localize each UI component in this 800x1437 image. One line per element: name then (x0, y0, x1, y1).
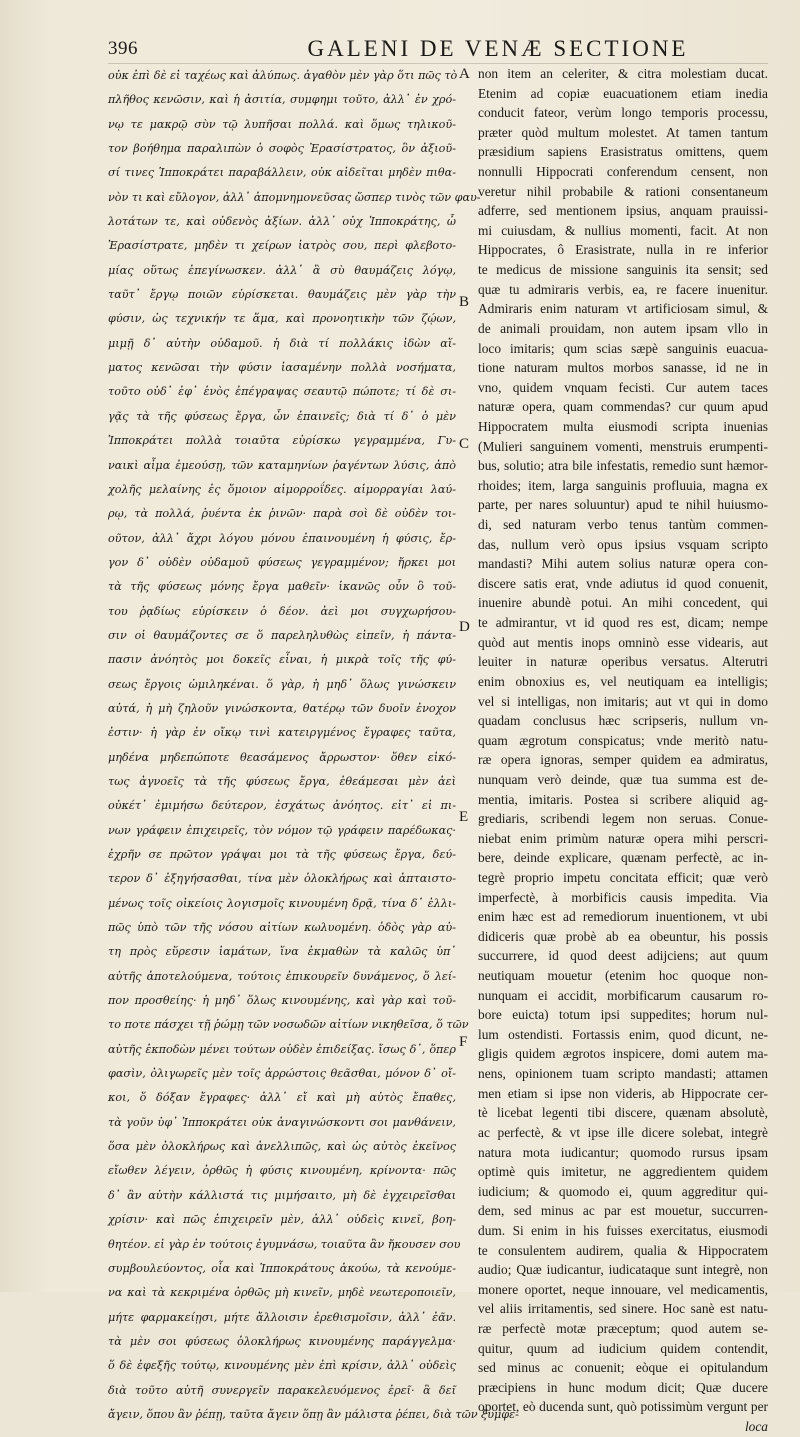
greek-line: ταῦτ᾽ ἔργῳ ποιῶν εὑρίσκεται. θαυμάζεις μὲν γὰρ τὴν (108, 288, 456, 302)
latin-line: mi cuiusdam, & nullius momenti, facit. At non (478, 222, 768, 238)
greek-line: δ᾽ ἂν αὐτὴν κάλλιστά τις μιμήσαιτο, μὴ δὲ ἐγχειρεῖσθαι (108, 1188, 456, 1202)
greek-text-column (108, 64, 519, 1427)
greek-line: Ἐρασίστρατε, μηδὲν τι χείρων ἰατρὸς σου, περὶ φλεβοτο- (108, 239, 456, 253)
latin-line: naturæ opera, quam commendas? cur quum apud (478, 399, 768, 415)
latin-line: leuiter in naturæ operibus versatus. Alterutri (478, 654, 768, 670)
page-header (108, 34, 768, 64)
latin-line: rhoides; item, larga sanguinis profluuia, magna ex (478, 477, 768, 493)
latin-line: grediaris, scribendi legem non seruas. Conue- (478, 811, 768, 827)
latin-line: enim obnoxius es, vel neutiquam ea intelligis; (478, 673, 768, 689)
latin-line: succurrere, id quod deest adijciens; aut quum (478, 948, 768, 964)
greek-line: πλῆθος κενῶσιν, καὶ ἡ ἀσιτία, συμφημι τοῦτο, ἀλλ᾽ ἐν χρό- (108, 93, 456, 107)
latin-line: Hippocratem multa eiusmodi scripta inuenias (478, 418, 768, 434)
greek-line: ὅσα μὲν ὁλοκλήρως καὶ ἀνελλιπῶς, καὶ ὡς αὐτὸς ἐκεῖνος (108, 1140, 456, 1154)
greek-line: τερον δ᾽ ἐξηγήσασθαι, τίνα μὲν ὁλοκλήρως καὶ ἀπταιστο- (108, 872, 456, 886)
greek-line: πον προσθείης· ἡ μηδ᾽ ὅλως κινουμένης, καὶ γὰρ καὶ τοῦ- (108, 994, 456, 1008)
latin-line: non item an celeriter, & citra molestiam ducat. (478, 66, 768, 81)
greek-line: χρίσιν· καὶ πῶς ἐπιχειρεῖν μὲν, ἀλλ᾽ οὐδεὶς κινεῖ, βοη- (108, 1213, 456, 1227)
greek-line: τη πρὸς εὕρεσιν ἰαμάτων, ἵνα ἐκμαθὼν τὰ καλῶς ὑπ᾽ (108, 945, 456, 959)
latin-line: mandasti? Mihi autem solius naturæ opera con- (478, 556, 768, 572)
greek-line: αὐτῆς ἐκποδὼν μένει τούτων οὐδὲν ἐπιδείξας. ἴσως δ᾽, ὅπερ (108, 1042, 456, 1056)
greek-line: τὰ μὲν σοι φύσεως ὁλοκλήρως κινουμένης παράγγελμα· (108, 1334, 456, 1348)
margin-letter-c: C (459, 436, 470, 452)
greek-line: μηδένα μηδεπώποτε θεασάμενος ἄρρωστον· ὅθεν εἰκό- (108, 750, 456, 764)
latin-line: parte, per nares soluuntur) apud te nihil huiusmo- (478, 497, 768, 513)
margin-letter-b: B (459, 294, 470, 310)
greek-line: φασὶν, ὀλιγωρεῖς μὲν τοῖς ἀρρώστοις θεᾶσθαι, μόνον δ᾽ οἴ- (108, 1067, 456, 1081)
latin-line: enim hæc est ad remediorum inuentionem, vt ubi (478, 909, 768, 925)
greek-line: πασιν ἀνόητὸς μοι δοκεῖς εἶναι, ἡ μικρὰ τοῖς τῆς φύ- (108, 653, 456, 667)
greek-line: τὰ τῆς φύσεως μόνης ἔργα μαθεῖν· ἱκανῶς οὖν ὃ τοῦ- (108, 580, 456, 594)
latin-line: sed minus ac conuenit; eòque ei opitulandum (478, 1360, 768, 1376)
latin-line: di, sed naturam verbo tenus tantùm commen- (478, 517, 768, 533)
latin-line: discere satis erat, vnde adiutus id quod conuenit, (478, 575, 768, 591)
margin-letter-d: D (459, 619, 470, 635)
latin-text-column (478, 64, 768, 1437)
latin-line: gligis quidem ægrotos inspicere, domi autem ma- (478, 1046, 768, 1062)
latin-line: oportet, eò ducenda sunt, quò potissimùm vergunt per (478, 1399, 768, 1415)
latin-line: dum. Si enim in his fuisses exercitatus, eiusmodi (478, 1222, 768, 1238)
latin-line: adferre, sed mentionem ipsius, anquam prauissi- (478, 203, 768, 219)
latin-line: dem, sed minus ac par est mouetur, succurren- (478, 1203, 768, 1219)
latin-line: natura mota iudicantur; quomodo rursus ipsam (478, 1144, 768, 1160)
greek-line: μένως τοῖς οἰκείοις λογισμοῖς κινουμένη δρᾷ, τίνα δ᾽ ἐλλι- (108, 896, 456, 910)
greek-line: ἐχρῆν σε πρῶτον γράψαι μοι τὰ τῆς φύσεως ἔργα, δεύ- (108, 848, 456, 861)
latin-line: nunquam verò deinde, quæ tua summa est de- (478, 771, 768, 787)
latin-line: conducit fateor, verùm longo temporis processu, (478, 105, 768, 121)
greek-line: πῶς ὑπὸ τῶν τῆς νόσου αἰτίων κωλυομένη. ὁδὸς γὰρ αὐ- (108, 921, 456, 935)
latin-line: te consulentem audirem, qualia & Hippocratem (478, 1242, 768, 1258)
latin-line: tè licebat legenti tibi discere, quænam absolutè, (478, 1105, 768, 1121)
latin-line: Etenim ad copiæ euacuationem etiam inedia (478, 85, 768, 101)
latin-line: bus, solutio; atra bile infestatis, remedio sunt hæmor- (478, 458, 768, 474)
latin-line: niebat enim primùm naturæ opera mihi perscri- (478, 830, 768, 846)
greek-line: νων γράφειν ἐπιχειρεῖς, τὸν νόμον τῷ γράφειν παρέδωκας· (108, 823, 456, 837)
latin-line: audio; Quæ iudicantur, iudicataque sunt integrè, non (478, 1262, 768, 1278)
latin-line: quæ tu admiraris verbis, ea, re facere inuenitur. (478, 281, 768, 297)
greek-line: ρῳ, τὰ πολλά, ῥυέντα ἐκ ῥινῶν· παρὰ σοὶ δὲ οὐδὲν τοι- (108, 507, 456, 521)
latin-line: præter quòd multum molestet. At tamen tantum (478, 124, 768, 140)
latin-line: optimè quis imitetur, ne aggredientem quidem (478, 1164, 768, 1180)
greek-line: μιμῇ δ᾽ αὐτὴν οὐδαμοῦ. ἡ διὰ τί πολλάκις ἰδὼν αἵ- (108, 336, 456, 350)
greek-line: οὐκ ἐπὶ δὲ εἰ ταχέως καὶ ἀλύπως. ἀγαθὸν μὲν γὰρ ὅτι πῶς τὸ (108, 69, 458, 82)
greek-line: τον βοήθημα παραλιπὼν ὁ σοφὸς Ἐρασίστρατος, ὃν ἀξιοῦ- (108, 142, 456, 156)
latin-line: vno, quidem vnquam fecisti. Cur autem taces (478, 379, 768, 395)
latin-line: vel aliis irritamentis, sed sinere. Hoc sanè est natu- (478, 1301, 768, 1317)
margin-letter-a: A (459, 66, 470, 82)
greek-line: του ῥᾳδίως εὑρίσκειν ὁ δέον. ἀεὶ μοι συγχωρήσου- (108, 604, 456, 618)
latin-line: iudicium; & quomodo ei, quum aggreditur qui- (478, 1183, 768, 1199)
latin-line: veretur nihil probabile & rationi consentaneum (478, 183, 768, 199)
greek-line: αὐτά, ἡ μὴ ζηλοῦν γινώσκοντα, θατέρῳ τῶν δυοῖν ἐνοχον (108, 701, 456, 715)
latin-line: neutiquam mouetur (etenim hoc quoque non- (478, 968, 768, 984)
greek-line: συμβουλεύοντος, οἷα καὶ Ἱπποκράτους ἀκούω, τὰ κενούμε- (108, 1261, 456, 1275)
latin-line: de animali prouidam, non autem ipsam vllo in (478, 320, 768, 336)
greek-line: αὐτῆς ἀποτελούμενα, τούτοις ἐπικουρεῖν δυνάμενος, ὅ λεί- (108, 969, 456, 983)
margin-letter-e: E (459, 809, 469, 825)
greek-line: χολῆς μελαίνης ἐς ὅμοιον αἱμορροΐδες. αἱμορραγίαι λαύ- (108, 482, 456, 496)
greek-line: ἄγειν, ὅπου ἂν ῥέπῃ, ταῦτα ἄγειν ὅπῃ ἂν μάλιστα ῥέπει, διὰ τῶν ξυμφε- (108, 1407, 519, 1421)
latin-line: tione naturam multos morbos sanasse, id ne in (478, 360, 768, 376)
latin-line: ræ opera ignoras, semper quidem ea admiratus, (478, 752, 768, 768)
latin-line: loca (744, 1419, 768, 1435)
greek-line: τως ἀγνοεῖς τὰ τῆς φύσεως ἔργα, ἐθεάμεσαι μὲν ἀεὶ (108, 774, 456, 788)
latin-line: vel si intelligas, non imitaris; aut vt qui in domo (478, 693, 768, 709)
greek-line: ἐστιν· ἡ γὰρ ἐν οἴκῳ τινὶ κατειργμένος ἔγραφες ταῦτα, (108, 726, 456, 740)
greek-line: να καὶ τὰ κεκριμένα ὀρθῶς μὴ κινεῖν, μηδὲ νεωτεροποιεῖν, (108, 1286, 456, 1300)
greek-line: τὰ γοῦν ὑφ᾽ Ἱπποκράτει οὐκ ἀναγινώσκοντι σοι μανθάνειν, (108, 1115, 456, 1129)
greek-line: νὸν τι καὶ εὔλογον, ἀλλ᾽ ἀπομνημονεῦσας ὥσπερ τινὸς τῶν φαυ- (108, 190, 481, 204)
latin-line: ac perfectè, & vt ipse ille dicere solebat, integrè (478, 1124, 768, 1140)
greek-line: γᾷς τὰ τῆς φύσεως ἔργα, ὧν ἐπαινεῖς; διὰ τί δ᾽ ὁ μὲν (108, 409, 456, 423)
greek-line: το ποτε πάσχει τῇ ῥώμῃ τῶν νοσωδῶν αἰτίων νικηθεῖσα, ὅ τῶν (108, 1018, 469, 1032)
latin-line: quadam conclusus hæc scripseris, nullum vn- (478, 713, 768, 729)
latin-line: Admiraris enim naturam vt artificiosam simul, & (478, 301, 768, 317)
greek-line: σιν οἱ θαυμάζοντες σε ὅ παρεληλυθὼς εἰπεῖν, ἡ πάντα- (108, 628, 456, 642)
latin-line: men etiam si ipse non videris, ab Hippocrate cer- (478, 1085, 768, 1101)
greek-line: θητέον. εἰ γὰρ ἐν τούτοις ἐγυμνάσω, τοιαῦτα ἂν ἤκουσεν σου (108, 1237, 461, 1251)
page-number: 396 (108, 38, 138, 59)
greek-line: εἴωθεν λέγειν, ὀρθῶς ἡ φύσις κινουμένη, κρίνοντα· πῶς (108, 1164, 456, 1178)
latin-line: ræ perfectè motæ præceptum; quod autem se- (478, 1321, 768, 1336)
margin-section-letters (456, 64, 478, 1264)
latin-line: lum ostendisti. Fortassis enim, quod dicunt, ne- (478, 1026, 768, 1042)
greek-line: ναικὶ αἷμα ἐμεούσῃ, τῶν καταμηνίων ῥαγέντων λύσις, ἀπὸ (108, 458, 456, 472)
latin-line: imperfectè, à morbificis causis impedita. Via (478, 889, 768, 905)
greek-line: κοι, ὅ δόξαν ἔγραφες· ἀλλ᾽ εἴ καὶ μὴ αὐτὸς ἔπαθες, (108, 1091, 456, 1105)
latin-line: tegrè proprio impetu concitata efficit; quæ verò (478, 869, 768, 885)
greek-line: ὅ δὲ ἐφεξῆς τούτῳ, κινουμένης μὲν ἐπὶ κρίσιν, ἀλλ᾽ οὐδεὶς (108, 1359, 456, 1373)
latin-line: das, nullum verò opus ipsius vsquam scripto (478, 536, 768, 552)
latin-line: nens, opinionem tuam scripto mandasti; attamen (478, 1066, 768, 1082)
greek-line: γον δ᾽ οὐδὲν οὐδαμοῦ φύσεως γεγραμμένον; ἤρκει μοι (108, 555, 456, 569)
latin-line: quitur, quum ad iudicium quidem contendit, (478, 1340, 768, 1356)
latin-line: præsidium sapiens Erasistratus omittens, quem (478, 144, 768, 160)
latin-line: præcipiens in hunc modum dicit; Quæ ducere (478, 1379, 768, 1395)
latin-line: mentia, imitaris. Postea si scribere aliquid ag- (478, 791, 768, 807)
latin-line: inuenire abundè potui. An mihi concedent, qui (478, 595, 768, 611)
greek-line: σεως ἔργοις ὡμιληκέναι. ὅ γὰρ, ἡ μηδ᾽ ὅλως γινώσκειν (108, 677, 456, 691)
greek-line: διὰ τοῦτο αὐτῆ συνεργεῖν παρακελευόμενος ἐρεῖ· ἃ δεῖ (108, 1383, 456, 1397)
greek-line: μήτε φαρμακείῃσι, μήτε ἄλλοισιν ἐρεθισμοῖσιν, ἀλλ᾽ ἐᾶν. (108, 1310, 456, 1324)
greek-line: τοῦτο οὐδ᾽ ἐφ᾽ ἑνὸς ἐπέγραψας σεαυτῷ πώποτε; τί δὲ σι- (108, 385, 456, 399)
greek-line: λοτάτων τε, καὶ οὐδενὸς ἀξίων. ἀλλ᾽ οὐχ Ἱπποκράτης, ὦ (108, 215, 456, 229)
greek-line: σί τινες Ἱπποκράτει παραβάλλειν, οὐκ αἰδεῖται μηδὲν πιθα- (108, 166, 456, 180)
latin-line: quam ægrotum conspicatus; vnde meritò natu- (478, 732, 768, 748)
greek-line: νῳ τε μακρῷ σὺν τῷ λυπῆσαι πολλά. καὶ ὅμως τηλικοῦ- (108, 117, 456, 131)
latin-line: te admirantur, vt id quod res est, dicam; nempe (478, 615, 768, 631)
latin-line: monere oportet, neque innouare, vel medicamentis, (478, 1281, 768, 1297)
latin-line: nonnulli Hippocrati conferendum censent, non (478, 164, 768, 180)
latin-line: quòd aut mentis inops omninò esse videaris, aut (478, 634, 768, 650)
latin-line: bore euicta) totum ipsi suppedites; horum nul- (478, 1007, 768, 1023)
running-title: GALENI DE VENÆ SECTIONE (307, 36, 689, 61)
latin-line: nunquam ei accidit, morbificarum causarum ro- (478, 987, 768, 1003)
latin-line: bere, deinde explicare, quænam perfectè, ac in- (478, 850, 768, 866)
latin-line: loco imitaris; qum scias sæpè sanguinis euacua- (478, 340, 768, 356)
margin-letter-f: F (459, 1034, 468, 1050)
latin-line: te medicus de missione sanguinis ita sensit; sed (478, 262, 768, 278)
greek-line: μίας οὕτως ἐπεγίνωσκεν. ἀλλ᾽ ἃ σὺ θαυμάζεις λόγῳ, (108, 263, 456, 277)
greek-line: ματος κενῶσαι τὴν φύσιν ἰασαμένην πολλὰ νοσήματα, (108, 361, 456, 375)
latin-line: didiceris quæ probè ab ea obeuntur, his possis (478, 928, 768, 944)
greek-line: φύσιν, ὡς τεχνικήν τε ἅμα, καὶ προνοητικὴν τῶν ζῴων, (108, 312, 456, 326)
greek-line: οὐκέτ᾽ ἐμιμήσω δεύτερον, ἐσχάτως ἀνόητος. εἰτ᾽ εἰ πι- (108, 799, 456, 813)
latin-line: Hippocrates, ô Erasistrate, nulla in re inferior (478, 242, 768, 258)
latin-line: (Mulieri sanguinem vomenti, menstruis erumpenti- (478, 438, 768, 454)
greek-line: Ἱπποκράτει πολλὰ τοιαῦτα εὑρίσκω γεγραμμένα, Γυ- (108, 434, 456, 448)
greek-line: οῦτον, ἀλλ᾽ ἄχρι λόγου μόνου ἐπαινουμένη ἡ φύσις, ἔρ- (108, 531, 456, 545)
